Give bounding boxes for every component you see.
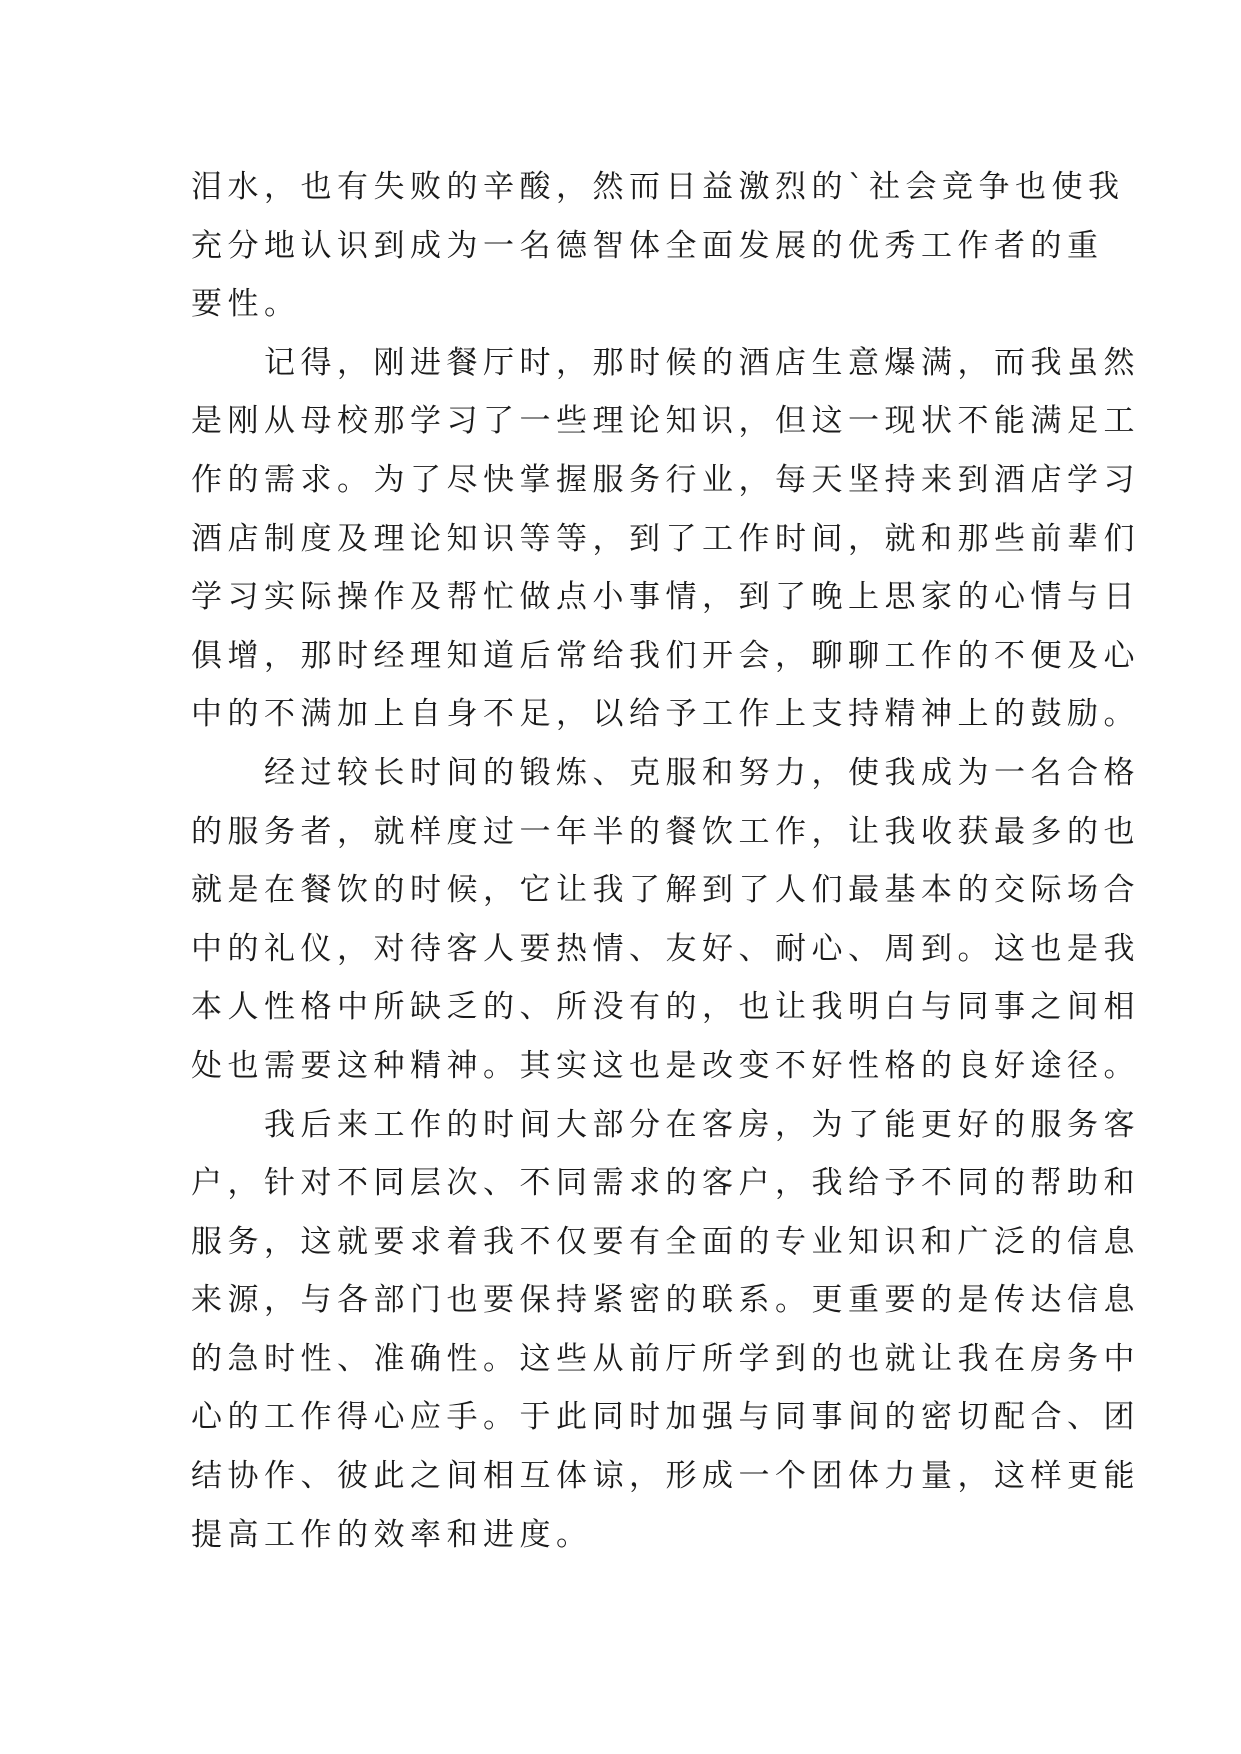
text-line: 酒店制度及理论知识等等，到了工作时间，就和那些前辈们 [191,520,1140,557]
text-line: 是刚从母校那学习了一些理论知识，但这一现状不能满足工 [191,403,1140,440]
text-line: 本人性格中所缺乏的、所没有的，也让我明白与同事之间相 [191,989,1140,1026]
text-line: 就是在餐饮的时候，它让我了解到了人们最基本的交际场合 [191,872,1140,909]
text-line: 心的工作得心应手。于此同时加强与同事间的密切配合、团 [191,1399,1140,1436]
text-line: 充分地认识到成为一名德智体全面发展的优秀工作者的重 [191,227,1104,264]
text-line: 的服务者，就样度过一年半的餐饮工作，让我收获最多的也 [191,813,1140,850]
text-line: 要性。 [191,286,301,323]
text-line: 作的需求。为了尽快掌握服务行业，每天坚持来到酒店学习 [191,461,1140,498]
text-line: 泪水，也有失败的辛酸，然而日益激烈的`社会竞争也使我 [191,169,1125,205]
text-line: 提高工作的效率和进度。 [191,1516,593,1553]
text-line: 俱增，那时经理知道后常给我们开会，聊聊工作的不便及心 [191,637,1140,674]
text-line: 中的礼仪，对待客人要热情、友好、耐心、周到。这也是我 [191,930,1140,967]
paragraph-start-line: 我后来工作的时间大部分在客房，为了能更好的服务客 [264,1106,1140,1143]
text-line: 学习实际操作及帮忙做点小事情，到了晚上思家的心情与日 [191,579,1140,616]
text-line: 服务，这就要求着我不仅要有全面的专业知识和广泛的信息 [191,1223,1140,1260]
body-text [191,158,1140,1564]
text-line: 的急时性、准确性。这些从前厅所学到的也就让我在房务中 [191,1340,1140,1377]
text-line: 处也需要这种精神。其实这也是改变不好性格的良好途径。 [191,1047,1140,1084]
paragraph-start-line: 记得，刚进餐厅时，那时候的酒店生意爆满，而我虽然 [264,344,1140,381]
text-line: 中的不满加上自身不足，以给予工作上支持精神上的鼓励。 [191,696,1140,733]
text-line: 户，针对不同层次、不同需求的客户，我给予不同的帮助和 [191,1165,1140,1202]
text-line: 结协作、彼此之间相互体谅，形成一个团体力量，这样更能 [191,1458,1140,1495]
text-line: 来源，与各部门也要保持紧密的联系。更重要的是传达信息 [191,1282,1140,1319]
paragraph-start-line: 经过较长时间的锻炼、克服和努力，使我成为一名合格 [264,754,1140,791]
